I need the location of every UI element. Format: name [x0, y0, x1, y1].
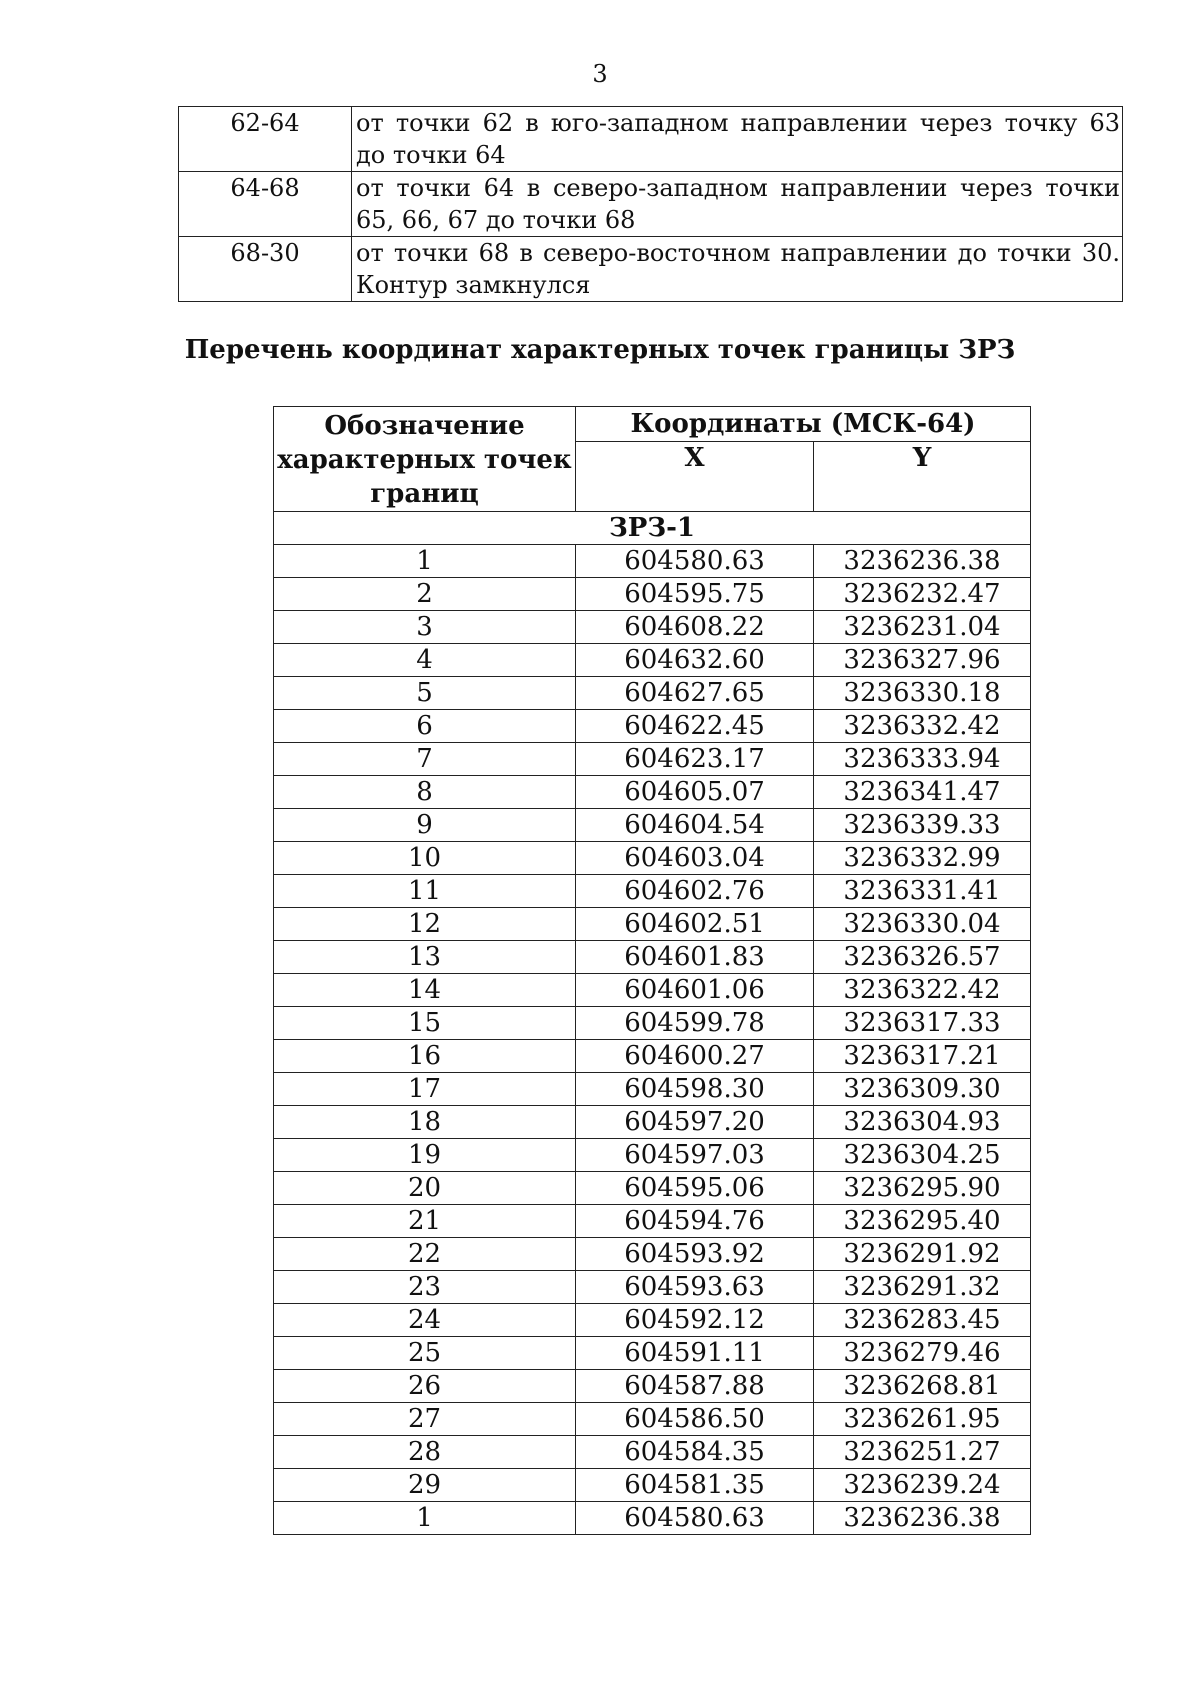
- table-row: [274, 941, 1031, 974]
- section-title: Перечень координат характерных точек границы ЗРЗ: [184, 335, 1016, 365]
- point-number-cell: 15: [274, 1007, 576, 1040]
- y-coordinate-cell: 3236341.47: [814, 776, 1031, 809]
- x-coordinate-cell: 604603.04: [576, 842, 814, 875]
- y-coordinate-cell: 3236231.04: [814, 611, 1031, 644]
- x-coordinate-cell: 604593.92: [576, 1238, 814, 1271]
- table-row: [274, 611, 1031, 644]
- x-coordinate-cell: 604584.35: [576, 1436, 814, 1469]
- segment-cell: 68-30: [179, 237, 352, 302]
- x-coordinate-cell: 604580.63: [576, 1502, 814, 1535]
- table-row: [274, 842, 1031, 875]
- boundary-description-table: [178, 106, 1123, 302]
- point-number-cell: 3: [274, 611, 576, 644]
- y-coordinate-cell: 3236333.94: [814, 743, 1031, 776]
- y-coordinate-cell: 3236239.24: [814, 1469, 1031, 1502]
- x-coordinate-cell: 604608.22: [576, 611, 814, 644]
- y-coordinate-cell: 3236339.33: [814, 809, 1031, 842]
- table-row: [274, 809, 1031, 842]
- y-coordinate-cell: 3236232.47: [814, 578, 1031, 611]
- point-number-cell: 22: [274, 1238, 576, 1271]
- y-coordinate-cell: 3236330.18: [814, 677, 1031, 710]
- x-coordinate-cell: 604586.50: [576, 1403, 814, 1436]
- table-row: [274, 1469, 1031, 1502]
- y-coordinate-cell: 3236279.46: [814, 1337, 1031, 1370]
- section-label: ЗРЗ-1: [274, 512, 1031, 545]
- x-coordinate-cell: 604595.75: [576, 578, 814, 611]
- x-coordinate-cell: 604632.60: [576, 644, 814, 677]
- table-row: [274, 1040, 1031, 1073]
- segment-description: от точки 64 в северо-западном направлении через точки 65, 66, 67 до точки 68: [352, 172, 1123, 237]
- table-row: [274, 1271, 1031, 1304]
- table-row: [179, 237, 1123, 302]
- table-row: [274, 1205, 1031, 1238]
- x-coordinate-cell: 604627.65: [576, 677, 814, 710]
- y-coordinate-cell: 3236295.40: [814, 1205, 1031, 1238]
- y-coordinate-cell: 3236251.27: [814, 1436, 1031, 1469]
- point-number-cell: 12: [274, 908, 576, 941]
- table-row: [274, 1337, 1031, 1370]
- point-number-cell: 18: [274, 1106, 576, 1139]
- x-coordinate-cell: 604604.54: [576, 809, 814, 842]
- table-header-row: [274, 407, 1031, 442]
- point-number-cell: 29: [274, 1469, 576, 1502]
- y-coordinate-cell: 3236330.04: [814, 908, 1031, 941]
- y-coordinate-cell: 3236322.42: [814, 974, 1031, 1007]
- x-coordinate-cell: 604602.76: [576, 875, 814, 908]
- point-number-cell: 20: [274, 1172, 576, 1205]
- point-number-cell: 6: [274, 710, 576, 743]
- y-coordinate-cell: 3236331.41: [814, 875, 1031, 908]
- point-number-cell: 10: [274, 842, 576, 875]
- y-coordinate-cell: 3236283.45: [814, 1304, 1031, 1337]
- header-point-label: Обозначение характерных точек границ: [274, 407, 576, 512]
- point-number-cell: 24: [274, 1304, 576, 1337]
- point-number-cell: 7: [274, 743, 576, 776]
- y-coordinate-cell: 3236332.99: [814, 842, 1031, 875]
- y-coordinate-cell: 3236332.42: [814, 710, 1031, 743]
- table-row: [274, 1304, 1031, 1337]
- x-coordinate-cell: 604581.35: [576, 1469, 814, 1502]
- point-number-cell: 1: [274, 545, 576, 578]
- y-coordinate-cell: 3236291.92: [814, 1238, 1031, 1271]
- y-coordinate-cell: 3236327.96: [814, 644, 1031, 677]
- point-number-cell: 23: [274, 1271, 576, 1304]
- y-coordinate-cell: 3236236.38: [814, 545, 1031, 578]
- x-coordinate-cell: 604601.06: [576, 974, 814, 1007]
- x-coordinate-cell: 604601.83: [576, 941, 814, 974]
- y-coordinate-cell: 3236291.32: [814, 1271, 1031, 1304]
- header-y: Y: [814, 442, 1031, 512]
- point-number-cell: 27: [274, 1403, 576, 1436]
- x-coordinate-cell: 604597.20: [576, 1106, 814, 1139]
- table-row: [179, 107, 1123, 172]
- x-coordinate-cell: 604622.45: [576, 710, 814, 743]
- x-coordinate-cell: 604593.63: [576, 1271, 814, 1304]
- x-coordinate-cell: 604595.06: [576, 1172, 814, 1205]
- header-x: X: [576, 442, 814, 512]
- point-number-cell: 17: [274, 1073, 576, 1106]
- point-number-cell: 28: [274, 1436, 576, 1469]
- point-number-cell: 5: [274, 677, 576, 710]
- point-number-cell: 26: [274, 1370, 576, 1403]
- point-number-cell: 11: [274, 875, 576, 908]
- y-coordinate-cell: 3236236.38: [814, 1502, 1031, 1535]
- segment-cell: 64-68: [179, 172, 352, 237]
- x-coordinate-cell: 604623.17: [576, 743, 814, 776]
- table-row: [274, 1073, 1031, 1106]
- table-row: [274, 1436, 1031, 1469]
- table-row: [274, 1238, 1031, 1271]
- table-row: [179, 172, 1123, 237]
- table-row: [274, 1502, 1031, 1535]
- table-row: [274, 710, 1031, 743]
- x-coordinate-cell: 604602.51: [576, 908, 814, 941]
- x-coordinate-cell: 604600.27: [576, 1040, 814, 1073]
- table-row: [274, 743, 1031, 776]
- y-coordinate-cell: 3236317.33: [814, 1007, 1031, 1040]
- table-row: [274, 1370, 1031, 1403]
- point-number-cell: 4: [274, 644, 576, 677]
- segment-cell: 62-64: [179, 107, 352, 172]
- table-row: [274, 578, 1031, 611]
- section-row: [274, 512, 1031, 545]
- point-number-cell: 13: [274, 941, 576, 974]
- x-coordinate-cell: 604599.78: [576, 1007, 814, 1040]
- y-coordinate-cell: 3236268.81: [814, 1370, 1031, 1403]
- point-number-cell: 1: [274, 1502, 576, 1535]
- x-coordinate-cell: 604598.30: [576, 1073, 814, 1106]
- y-coordinate-cell: 3236309.30: [814, 1073, 1031, 1106]
- y-coordinate-cell: 3236317.21: [814, 1040, 1031, 1073]
- table-row: [274, 1106, 1031, 1139]
- table-row: [274, 776, 1031, 809]
- x-coordinate-cell: 604597.03: [576, 1139, 814, 1172]
- table-row: [274, 1172, 1031, 1205]
- table-row: [274, 908, 1031, 941]
- y-coordinate-cell: 3236295.90: [814, 1172, 1031, 1205]
- table-row: [274, 644, 1031, 677]
- x-coordinate-cell: 604594.76: [576, 1205, 814, 1238]
- y-coordinate-cell: 3236261.95: [814, 1403, 1031, 1436]
- table-row: [274, 677, 1031, 710]
- x-coordinate-cell: 604605.07: [576, 776, 814, 809]
- point-number-cell: 19: [274, 1139, 576, 1172]
- table-row: [274, 974, 1031, 1007]
- point-number-cell: 14: [274, 974, 576, 1007]
- x-coordinate-cell: 604592.12: [576, 1304, 814, 1337]
- x-coordinate-cell: 604591.11: [576, 1337, 814, 1370]
- header-coordinates: Координаты (МСК-64): [576, 407, 1031, 442]
- x-coordinate-cell: 604587.88: [576, 1370, 814, 1403]
- point-number-cell: 2: [274, 578, 576, 611]
- point-number-cell: 16: [274, 1040, 576, 1073]
- y-coordinate-cell: 3236326.57: [814, 941, 1031, 974]
- coordinates-table: [273, 406, 1031, 1535]
- point-number-cell: 8: [274, 776, 576, 809]
- y-coordinate-cell: 3236304.93: [814, 1106, 1031, 1139]
- table-row: [274, 1007, 1031, 1040]
- point-number-cell: 9: [274, 809, 576, 842]
- segment-description: от точки 62 в юго-западном направлении через точку 63 до точки 64: [352, 107, 1123, 172]
- segment-description: от точки 68 в северо-восточном направлении до точки 30. Контур замкнулся: [352, 237, 1123, 302]
- y-coordinate-cell: 3236304.25: [814, 1139, 1031, 1172]
- page-number: 3: [592, 60, 608, 88]
- point-number-cell: 25: [274, 1337, 576, 1370]
- table-row: [274, 1403, 1031, 1436]
- x-coordinate-cell: 604580.63: [576, 545, 814, 578]
- table-row: [274, 1139, 1031, 1172]
- table-row: [274, 875, 1031, 908]
- point-number-cell: 21: [274, 1205, 576, 1238]
- table-row: [274, 545, 1031, 578]
